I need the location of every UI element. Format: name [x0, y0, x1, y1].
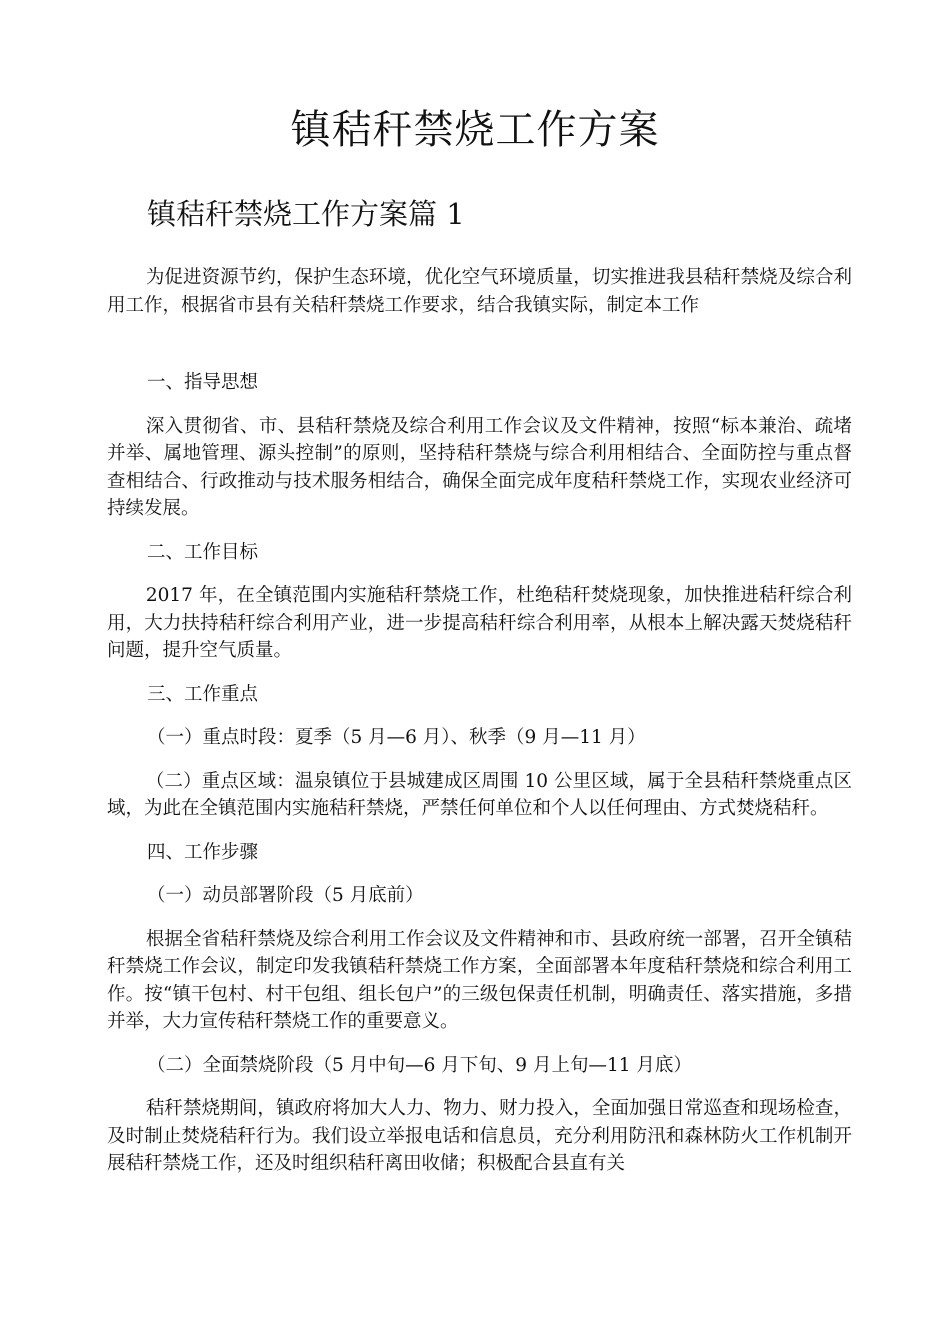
heading-guiding-ideology: 一、指导思想 — [147, 372, 259, 393]
paragraph-work-goals: 2017 年，在全镇范围内实施秸秆禁烧工作，杜绝秸秆焚烧现象，加快推进秸秆综合利用，大力扶持秸秆综合利用产业，进一步提高秸秆综合利用率，从根本上解决露天焚烧秸秆问题，提升空气质量。 — [107, 585, 852, 661]
subitem-key-areas: （二）重点区域：温泉镇位于县城建成区周围 10 公里区域，属于全县秸秆禁烧重点区域，为此在全镇范围内实施秸秆禁烧，严禁任何单位和个人以任何理由、方式焚烧秸秆。 — [107, 770, 852, 819]
intro-paragraph: 为促进资源节约，保护生态环境，优化空气环境质量，切实推进我县秸秆禁烧及综合利用工作，根据省市县有关秸秆禁烧工作要求，结合我镇实际，制定本工作 — [107, 267, 852, 316]
document-body — [107, 264, 852, 1178]
subitem-full-ban-stage: （二）全面禁烧阶段（5 月中旬—6 月下旬、9 月上旬—11 月底） — [147, 1054, 692, 1076]
heading-work-goals: 二、工作目标 — [147, 541, 259, 563]
heading-work-steps: 四、工作步骤 — [147, 841, 259, 863]
subitem-mobilization-stage: （一）动员部署阶段（5 月底前） — [147, 885, 424, 906]
paragraph-guiding-ideology: 深入贯彻省、市、县秸秆禁烧及综合利用工作会议及文件精神，按照“标本兼治、疏堵并举、属地管理、源头控制”的原则，坚持秸秆禁烧与综合利用相结合、全面防控与重点督查相结合、行政推动与技术服务相结合，确保全面完成年度秸秆禁烧工作，实现农业经济可持续发展。 — [107, 415, 852, 519]
document-title: 镇秸秆禁烧工作方案 — [290, 107, 660, 153]
paragraph-mobilization-stage: 根据全省秸秆禁烧及综合利用工作会议及文件精神和市、县政府统一部署，召开全镇秸秆禁烧工作会议，制定印发我镇秸秆禁烧工作方案，全面部署本年度秸秆禁烧和综合利用工作。按“镇干包村、村干包组、组长包户”的三级包保责任机制，明确责任、落实措施，多措并举，大力宣传秸秆禁烧工作的重要意义。 — [107, 928, 852, 1032]
subitem-key-periods: （一）重点时段：夏季（5 月—6 月）、秋季（9 月—11 月） — [147, 727, 646, 748]
paragraph-full-ban-stage: 秸秆禁烧期间，镇政府将加大人力、物力、财力投入，全面加强日常巡查和现场检查，及时制止焚烧秸秆行为。我们设立举报电话和信息员，充分利用防汛和森林防火工作机制开展秸秆禁烧工作，还及时组织秸秆离田收储；积极配合县直有关 — [107, 1098, 852, 1174]
section-title: 镇秸秆禁烧工作方案篇 1 — [147, 197, 465, 231]
heading-work-focus: 三、工作重点 — [147, 683, 259, 705]
